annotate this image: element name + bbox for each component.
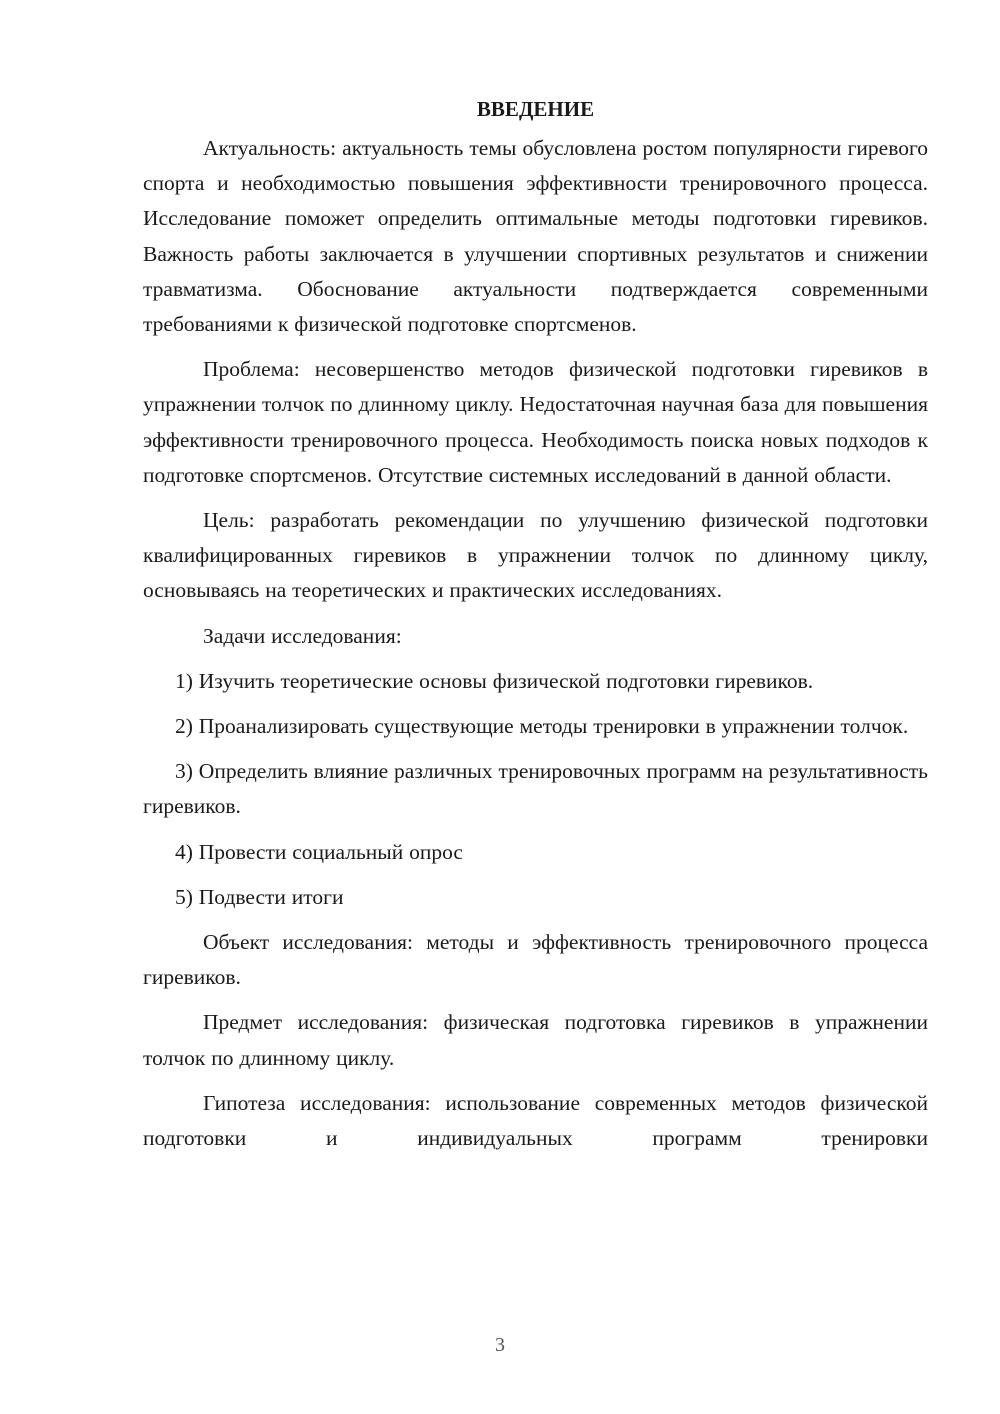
hypothesis-paragraph: Гипотеза исследования: использование современных методов физической подготовки и индивидуальных программ тренировки: [143, 1090, 928, 1151]
task-item-4: 4) Провести социальный опрос: [175, 839, 463, 864]
page-number: 3: [495, 1334, 505, 1356]
task-item-5: 5) Подвести итоги: [175, 884, 344, 909]
document-page: [143, 92, 928, 1166]
task-item-1: 1) Изучить теоретические основы физической подготовки гиревиков.: [175, 668, 814, 693]
problem-paragraph: Проблема: несовершенство методов физической подготовки гиревиков в упражнении толчок по длинному циклу. Недостаточная научная база для повышения эффективности тренировочного процесса. Необходимость поиска новых подходов к подготовке спортсменов. Отсутствие системных исследований в данной области.: [143, 357, 928, 487]
task-item-3: 3) Определить влияние различных тренировочных программ на результативность гиревиков.: [143, 759, 928, 819]
relevance-paragraph: Актуальность: актуальность темы обусловлена ростом популярности гиревого спорта и необходимостью повышения эффективности тренировочного процесса. Исследование поможет определить оптимальные методы подготовки гиревиков. Важность работы заключается в улучшении спортивных результатов и снижении травматизма. Обоснование актуальности подтверждается современными требованиями к физической подготовке спортсменов.: [143, 136, 928, 337]
goal-paragraph: Цель: разработать рекомендации по улучшению физической подготовки квалифицированных гиревиков в упражнении толчок по длинному циклу, основываясь на теоретических и практических исследованиях.: [143, 508, 928, 603]
task-item-2: 2) Проанализировать существующие методы тренировки в упражнении толчок.: [175, 714, 909, 739]
section-title: ВВЕДЕНИЕ: [476, 97, 595, 121]
subject-paragraph: Предмет исследования: физическая подготовка гиревиков в упражнении толчок по длинному циклу.: [143, 1010, 928, 1070]
object-paragraph: Объект исследования: методы и эффективность тренировочного процесса гиревиков.: [143, 930, 928, 990]
tasks-heading: Задачи исследования:: [203, 623, 402, 648]
